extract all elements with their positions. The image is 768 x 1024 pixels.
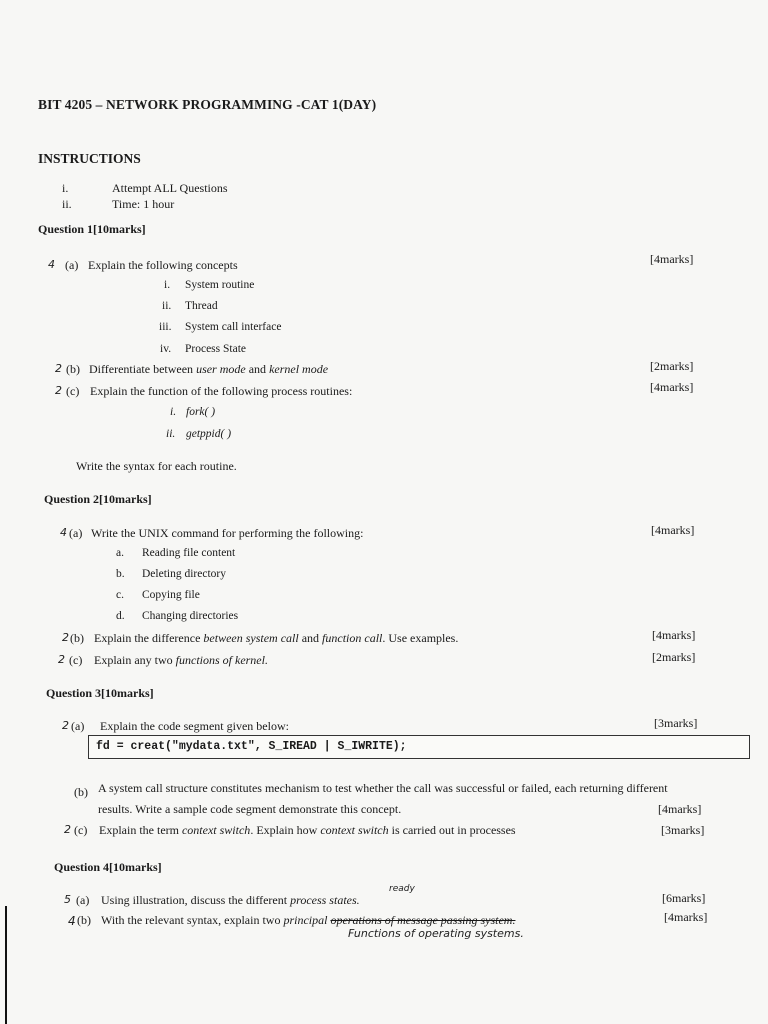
q1c-text: Explain the function of the following process routines: bbox=[90, 384, 353, 398]
handwritten-score: 4 bbox=[68, 914, 76, 928]
list-item: Copying file bbox=[142, 589, 200, 601]
q1b-marks: [2marks] bbox=[650, 359, 694, 373]
q3b-marks: [4marks] bbox=[658, 802, 702, 816]
q1c-syntax-note: Write the syntax for each routine. bbox=[76, 459, 237, 473]
list-item: Deleting directory bbox=[142, 568, 226, 580]
q3a-label: (a) bbox=[71, 719, 85, 733]
q2b-text: Explain the difference between system call and function call. Use examples. bbox=[94, 631, 459, 645]
q2c-text: Explain any two functions of kernel. bbox=[94, 653, 268, 667]
list-item: System routine bbox=[185, 279, 255, 291]
handwritten-score: 2 bbox=[58, 653, 65, 666]
scan-edge-shadow bbox=[5, 906, 7, 1024]
handwritten-score: 2 bbox=[64, 823, 71, 836]
code-segment: fd = creat("mydata.txt", S_IREAD | S_IWRITE); bbox=[88, 735, 750, 759]
list-item: getppid( ) bbox=[186, 428, 232, 440]
list-num: ii. bbox=[166, 428, 176, 440]
instructions-heading: INSTRUCTIONS bbox=[38, 151, 141, 166]
instruction-num: i. bbox=[62, 181, 69, 195]
q1b-text: Differentiate between user mode and kernel mode bbox=[89, 362, 329, 376]
list-item: Changing directories bbox=[142, 610, 239, 622]
q3b-text-line2: results. Write a sample code segment demonstrate this concept. bbox=[98, 802, 402, 816]
q1b-label: (b) bbox=[66, 362, 80, 376]
q3a-marks: [3marks] bbox=[654, 716, 698, 730]
list-num: iii. bbox=[159, 321, 172, 333]
handwritten-annotation: ready bbox=[389, 884, 415, 894]
q2a-marks: [4marks] bbox=[651, 523, 695, 537]
handwritten-score: 4 bbox=[48, 258, 55, 271]
instruction-text: Time: 1 hour bbox=[112, 197, 175, 211]
q2c-marks: [2marks] bbox=[652, 650, 696, 664]
list-item: Thread bbox=[185, 300, 218, 312]
list-num: b. bbox=[116, 568, 125, 580]
q3c-label: (c) bbox=[74, 823, 88, 837]
question-4-heading: Question 4[10marks] bbox=[54, 860, 162, 874]
question-2-heading: Question 2[10marks] bbox=[44, 492, 152, 506]
q2b-label: (b) bbox=[70, 631, 84, 645]
list-num: d. bbox=[116, 610, 125, 622]
list-num: i. bbox=[170, 406, 177, 418]
exam-title: BIT 4205 – NETWORK PROGRAMMING -CAT 1(DAY) bbox=[38, 97, 377, 112]
handwritten-score: 2 bbox=[62, 719, 69, 732]
question-1-heading: Question 1[10marks] bbox=[38, 222, 146, 236]
list-item: fork( ) bbox=[186, 406, 216, 418]
q1a-marks: [4marks] bbox=[650, 252, 694, 266]
q4a-label: (a) bbox=[76, 893, 90, 907]
list-num: i. bbox=[164, 279, 171, 291]
q3c-marks: [3marks] bbox=[661, 823, 705, 837]
list-item: Reading file content bbox=[142, 547, 236, 559]
q1c-marks: [4marks] bbox=[650, 380, 694, 394]
q4a-marks: [6marks] bbox=[662, 891, 706, 905]
list-num: a. bbox=[116, 547, 124, 559]
q2a-label: (a) bbox=[69, 526, 83, 540]
list-num: iv. bbox=[160, 343, 172, 355]
q3a-text: Explain the code segment given below: bbox=[100, 719, 289, 733]
handwritten-score: 4 bbox=[60, 526, 67, 539]
q4a-text: Using illustration, discuss the different process states. bbox=[101, 893, 360, 907]
q3c-text: Explain the term context switch. Explain how context switch is carried out in processes bbox=[99, 823, 516, 837]
q4b-marks: [4marks] bbox=[664, 910, 708, 924]
handwritten-score: 2 bbox=[62, 631, 69, 644]
q3b-text-line1: A system call structure constitutes mechanism to test whether the call was successful or failed, each returning different bbox=[98, 781, 668, 795]
list-item: Process State bbox=[185, 343, 247, 355]
q2c-label: (c) bbox=[69, 653, 83, 667]
question-3-heading: Question 3[10marks] bbox=[46, 686, 154, 700]
q2b-marks: [4marks] bbox=[652, 628, 696, 642]
instruction-text: Attempt ALL Questions bbox=[112, 181, 228, 195]
q4b-label: (b) bbox=[77, 913, 91, 927]
list-num: ii. bbox=[162, 300, 172, 312]
q1a-label: (a) bbox=[65, 258, 79, 272]
handwritten-score: 5 bbox=[64, 893, 71, 906]
q2a-text: Write the UNIX command for performing the following: bbox=[91, 526, 364, 540]
q1c-label: (c) bbox=[66, 384, 80, 398]
q3b-label: (b) bbox=[74, 785, 88, 799]
instruction-num: ii. bbox=[62, 197, 72, 211]
list-num: c. bbox=[116, 589, 124, 601]
list-item: System call interface bbox=[185, 321, 282, 333]
q1a-text: Explain the following concepts bbox=[88, 258, 238, 272]
handwritten-annotation: Functions of operating systems. bbox=[348, 927, 524, 940]
handwritten-score: 2 bbox=[55, 362, 62, 375]
handwritten-score: 2 bbox=[55, 384, 62, 397]
q4b-text: With the relevant syntax, explain two principal operations of message passing system. bbox=[101, 913, 516, 927]
